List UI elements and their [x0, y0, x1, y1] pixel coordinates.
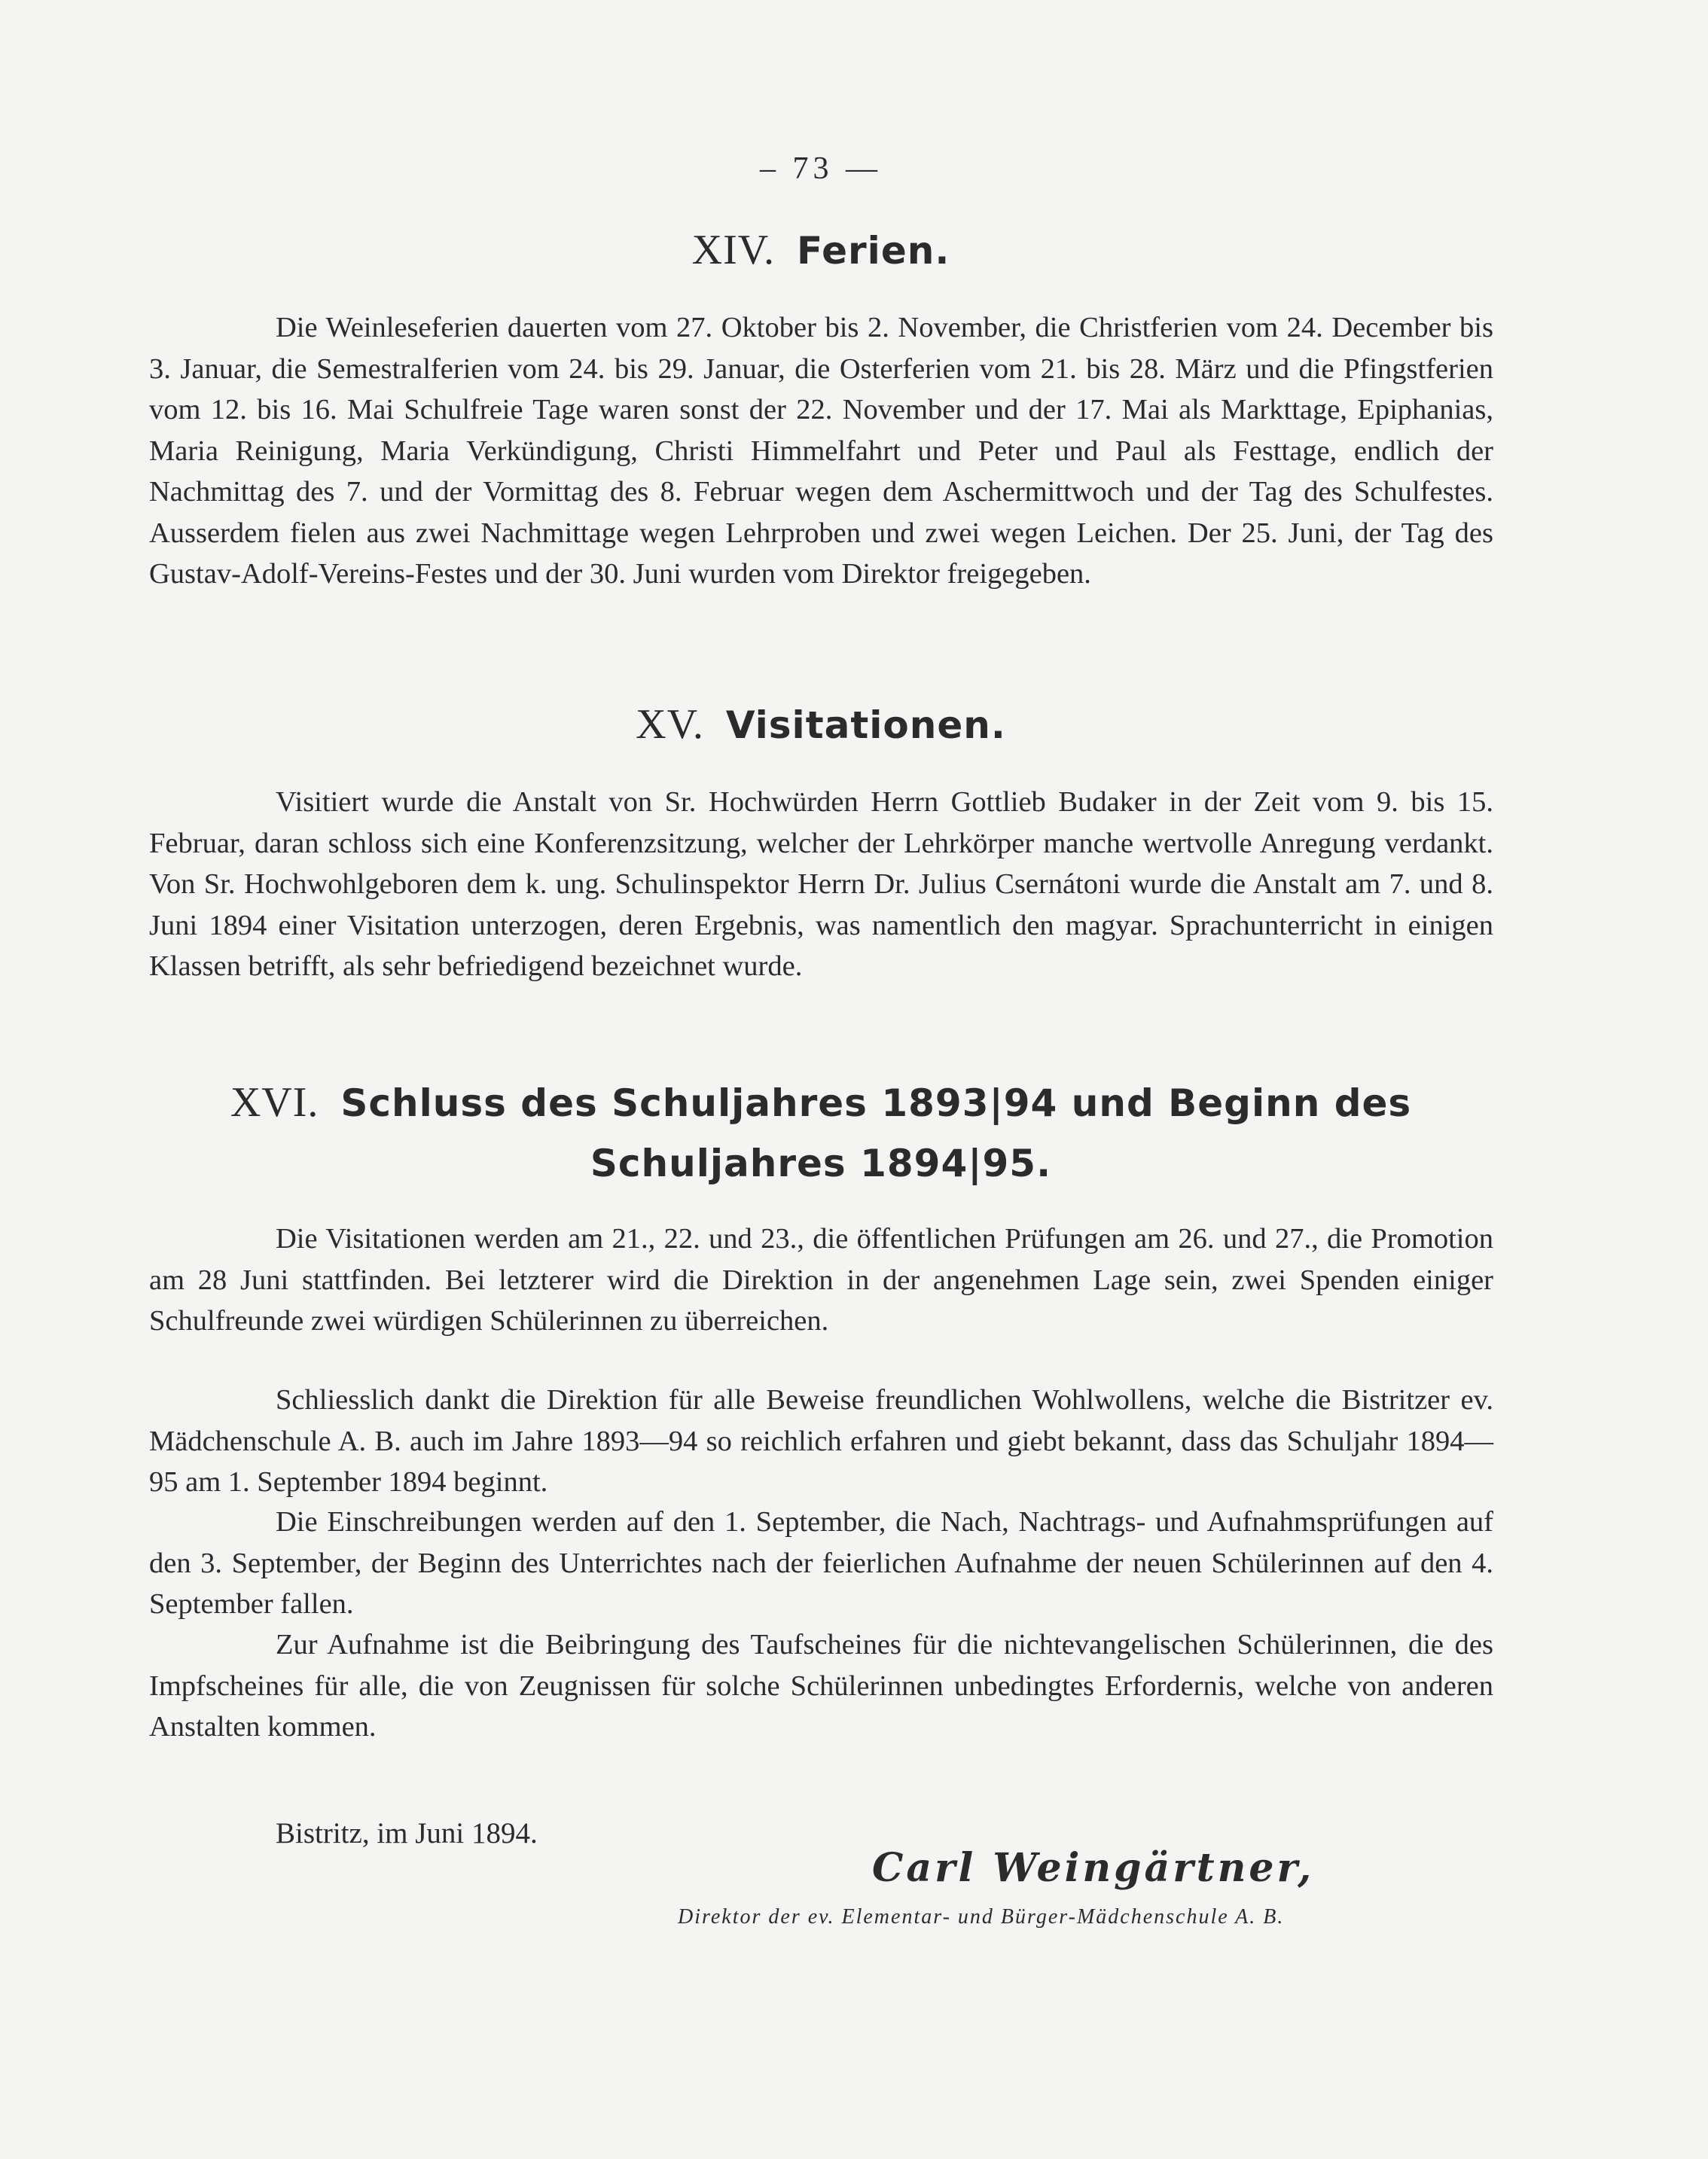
section-number: XV. [636, 701, 704, 748]
place-date: Bistritz, im Juni 1894. [276, 1817, 538, 1849]
paragraph-dank: Schliesslich dankt die Direktion für alle Beweise freundlichen Wohlwollens, welche die Bistritzer ev. Mädchenschule A. B. auch im Jahre 1893—94 so reichlich erfahren und giebt bekannt, dass das Schuljahr 1894—95 am 1. September 1894 beginnt. [149, 1384, 1493, 1498]
section-title: Ferien. [796, 229, 950, 273]
section-heading-schluss-line-1 [0, 1078, 1642, 1127]
paragraph-visitationen: Visitiert wurde die Anstalt von Sr. Hochwürden Herrn Gottlieb Budaker in der Zeit vom 9. bis 15. Februar, daran schloss sich eine Konferenzsitzung, welcher der Lehrkörper manche wertvolle Anregung verdankt. Von Sr. Hochwohlgeboren dem k. ung. Schulinspektor Herrn Dr. Julius Csernátoni wurde die Anstalt am 7. und 8. Juni 1894 einer Visitation unterzogen, deren Ergebnis, was namentlich den magyar. Sprachunterricht in einigen Klassen betrifft, als sehr befriedigend bezeichnet wurde. [149, 786, 1493, 982]
section-title: Visitationen. [725, 703, 1006, 747]
section-heading-visitationen [0, 700, 1642, 749]
signature: Carl Weingärtner, [872, 1845, 1315, 1891]
section-title: Schluss des Schuljahres 1893|94 und Beginn des [340, 1081, 1412, 1125]
paragraph-ferien: Die Weinleseferien dauerten vom 27. Oktober bis 2. November, die Christferien vom 24. December bis 3. Januar, die Semestralferien vom 24. bis 29. Januar, die Osterferien vom 21. bis 28. März und die Pfingstferien vom 12. bis 16. Mai Schulfreie Tage waren sonst der 22. November und der 17. Mai als Markttage, Epiphanias, Maria Reinigung, Maria Verkündigung, Christi Himmelfahrt und Peter und Paul als Festtage, endlich der Nachmittag des 7. und der Vormittag des 8. Februar wegen dem Aschermittwoch und der Tag des Schulfestes. Ausserdem fielen aus zwei Nachmittage wegen Lehrproben und zwei wegen Leichen. Der 25. Juni, der Tag des Gustav-Adolf-Vereins-Festes und der 30. Juni wurden vom Direktor freigegeben. [149, 312, 1493, 590]
paragraph-aufnahme: Zur Aufnahme ist die Beibringung des Taufscheines für die nichtevangelischen Schülerinnen, die des Impfscheines für alle, die von Zeugnissen für solche Schülerinnen unbedingtes Erfordernis, welche von anderen Anstalten kommen. [149, 1629, 1493, 1743]
paragraph-einschreibungen: Die Einschreibungen werden auf den 1. September, die Nach, Nachtrags- und Aufnahmsprüfungen auf den 3. September, der Beginn des Unterrichtes nach der feierlichen Aufnahme der neuen Schülerinnen auf den 4. September fallen. [149, 1506, 1493, 1620]
paragraph-pruefungen: Die Visitationen werden am 21., 22. und 23., die öffentlichen Prüfungen am 26. und 27., die Promotion am 28 Juni stattfinden. Bei letzterer wird die Direktion in der angenehmen Lage sein, zwei Spenden einiger Schulfreunde zwei würdigen Schülerinnen zu überreichen. [149, 1223, 1493, 1337]
page-number: – 73 — [760, 151, 882, 186]
section-number: XIV. [691, 227, 775, 273]
section-number: XVI. [230, 1079, 319, 1126]
signature-title: Direktor der ev. Elementar- und Bürger-Mädchenschule A. B. [678, 1905, 1285, 1929]
section-heading-ferien [0, 226, 1642, 274]
section-heading-schluss-line-2 [0, 1139, 1642, 1187]
section-title: Schuljahres 1894|95. [590, 1142, 1052, 1185]
